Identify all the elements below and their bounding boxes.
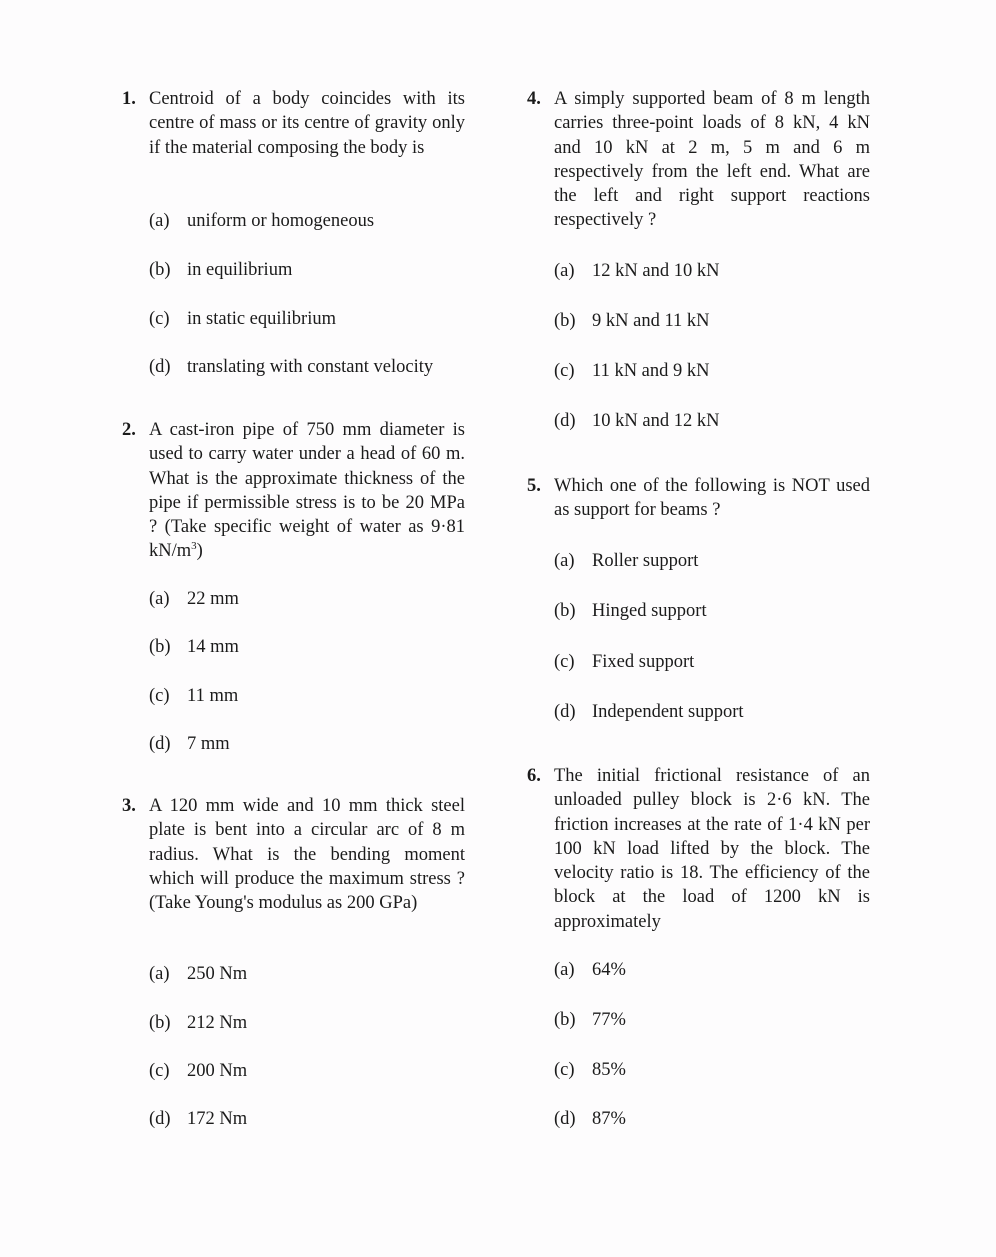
option-text: 22 mm (187, 589, 239, 609)
option-text: translating with constant velocity (187, 357, 434, 377)
question-2 (122, 418, 465, 564)
option-5a (554, 549, 698, 573)
option-label: (a) (149, 211, 170, 231)
option-3c (149, 1059, 247, 1083)
option-text: 14 mm (187, 637, 239, 657)
option-label: (b) (554, 1010, 576, 1030)
option-label: (b) (149, 1013, 171, 1033)
option-label: (a) (149, 589, 170, 609)
question-number: 5. (527, 476, 541, 496)
option-4b (554, 309, 710, 333)
option-text: 172 Nm (187, 1109, 248, 1129)
option-2b (149, 635, 239, 659)
option-label: (d) (554, 702, 576, 722)
option-text: Hinged support (592, 601, 707, 621)
option-3b (149, 1011, 247, 1035)
option-label: (b) (554, 601, 576, 621)
option-label: (d) (149, 357, 171, 377)
option-label: (d) (554, 1109, 576, 1129)
option-label: (c) (149, 686, 170, 706)
option-6d (554, 1107, 626, 1131)
option-label: (a) (554, 551, 575, 571)
option-label: (b) (149, 260, 171, 280)
question-4 (527, 87, 870, 233)
option-text: 87% (592, 1109, 626, 1129)
option-label: (d) (149, 734, 171, 754)
option-3a (149, 962, 247, 986)
option-2c (149, 684, 238, 708)
option-4d (554, 409, 719, 433)
option-text: Roller support (592, 551, 699, 571)
question-3 (122, 794, 465, 915)
option-label: (c) (554, 361, 575, 381)
option-label: (a) (149, 964, 170, 984)
option-text: Independent support (592, 702, 744, 722)
question-text: A simply supported beam of 8 m length carries three-point loads of 8 kN, 4 kN and 10 kN at 2 m, 5 m and 6 m respectively from the left end. What are the left and right support reactions respectively ? (554, 89, 870, 231)
option-text: 11 kN and 9 kN (592, 361, 710, 381)
option-text: 64% (592, 960, 626, 980)
question-number: 4. (527, 89, 541, 109)
question-number: 3. (122, 796, 136, 816)
option-label: (c) (554, 1060, 575, 1080)
option-label: (a) (554, 960, 575, 980)
option-text: 7 mm (187, 734, 230, 754)
option-text: 10 kN and 12 kN (592, 411, 720, 431)
question-number: 6. (527, 766, 541, 786)
option-text: 9 kN and 11 kN (592, 311, 710, 331)
option-label: (a) (554, 261, 575, 281)
option-1a (149, 209, 374, 233)
option-text: uniform or homogeneous (187, 211, 375, 231)
question-text: A 120 mm wide and 10 mm thick steel plate is bent into a circular arc of 8 m radius. What is the bending moment which will produce the maximum stress ? (Take Young's modulus as 200 GPa) (149, 796, 465, 914)
option-5c (554, 650, 694, 674)
question-text-end: ) (196, 541, 203, 562)
question-text (149, 418, 465, 564)
question-number: 2. (122, 420, 136, 440)
option-2a (149, 587, 239, 611)
option-label: (d) (554, 411, 576, 431)
option-text: Fixed support (592, 652, 695, 672)
option-5b (554, 599, 707, 623)
option-text: 212 Nm (187, 1013, 248, 1033)
option-6c (554, 1058, 626, 1082)
option-1c (149, 307, 336, 331)
option-label: (b) (149, 637, 171, 657)
option-3d (149, 1107, 247, 1131)
option-2d (149, 732, 230, 756)
question-text: Centroid of a body coincides with its centre of mass or its centre of gravity only if the material composing the body is (149, 89, 465, 158)
superscript: 3 (191, 540, 197, 553)
option-text: 85% (592, 1060, 626, 1080)
option-text: 11 mm (187, 686, 239, 706)
option-6b (554, 1008, 626, 1032)
option-label: (c) (149, 1061, 170, 1081)
option-label: (c) (554, 652, 575, 672)
option-text: 200 Nm (187, 1061, 248, 1081)
question-text: The initial frictional resistance of an unloaded pulley block is 2·6 kN. The friction increases at the rate of 1·4 kN per 100 kN load lifted by the block. The velocity ratio is 18. The efficiency of the block at the load of 1200 kN is approximately (554, 766, 870, 932)
option-1b (149, 258, 292, 282)
option-5d (554, 700, 744, 724)
option-4c (554, 359, 710, 383)
option-text: 250 Nm (187, 964, 248, 984)
option-1d (149, 355, 433, 379)
option-4a (554, 259, 719, 283)
question-6 (527, 764, 870, 934)
option-text: in static equilibrium (187, 309, 337, 329)
option-text: in equilibrium (187, 260, 293, 280)
option-label: (b) (554, 311, 576, 331)
option-6a (554, 958, 626, 982)
question-number: 1. (122, 89, 136, 109)
question-text-main: A cast-iron pipe of 750 mm diameter is used to carry water under a head of 60 m. What is the approximate thickness of the pipe if permissible stress is to be 20 MPa ? (Take specific weight of water as 9·81 kN/m (149, 420, 465, 562)
question-1 (122, 87, 465, 160)
option-label: (c) (149, 309, 170, 329)
option-text: 77% (592, 1010, 626, 1030)
question-5 (527, 474, 870, 523)
option-label: (d) (149, 1109, 171, 1129)
option-text: 12 kN and 10 kN (592, 261, 720, 281)
question-text: Which one of the following is NOT used as support for beams ? (554, 476, 870, 521)
